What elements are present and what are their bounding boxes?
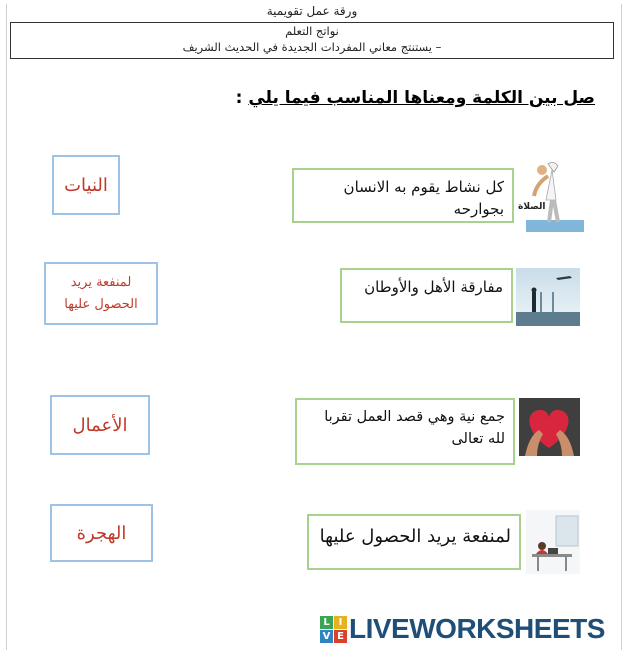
- word-4: الهجرة: [76, 522, 127, 544]
- definition-4: لمنفعة يريد الحصول عليها: [319, 526, 511, 547]
- word-box-3[interactable]: [50, 395, 150, 455]
- word-box-2[interactable]: [44, 262, 158, 325]
- instruction-text: صل بين الكلمة ومعناها المناسب فيما يلي: [248, 88, 595, 108]
- logo-letter-l: L: [320, 616, 333, 629]
- word-box-4[interactable]: [50, 504, 153, 562]
- airport-image: [516, 268, 580, 326]
- logo-mark: [320, 616, 347, 643]
- logo-letter-e: E: [334, 630, 347, 643]
- sheet-title: ورقة عمل تقويمية: [266, 4, 358, 18]
- word-2: لمنفعة يريد الحصول عليها: [64, 274, 138, 312]
- word-box-1[interactable]: [52, 155, 120, 215]
- logo-text: LIVEWORKSHEETS: [349, 613, 605, 644]
- prayer-caption: الصلاة: [518, 202, 546, 212]
- prayer-image: [518, 158, 586, 234]
- definition-box-4[interactable]: [307, 514, 521, 570]
- instruction-colon: :: [235, 88, 249, 108]
- definition-2: مفارقة الأهل والأوطان: [364, 278, 503, 296]
- logo-letter-v: V: [320, 630, 333, 643]
- definition-1: كل نشاط يقوم به الانسان بجوارحه: [343, 178, 504, 218]
- definition-box-1[interactable]: [292, 168, 514, 223]
- definition-box-3[interactable]: [295, 398, 515, 465]
- definition-box-2[interactable]: [340, 268, 513, 323]
- liveworksheets-logo: [320, 612, 605, 646]
- heart-hands-image: [519, 398, 580, 456]
- definition-3: جمع نية وهي قصد العمل تقربا لله تعالى: [324, 409, 505, 447]
- logo-letter-i: I: [334, 616, 347, 629]
- outcome-line: – يستنتج معاني المفردات الجديدة في الحديث الشريف: [182, 40, 442, 54]
- outcomes-label: نواتج التعلم: [285, 24, 339, 38]
- word-1: النيات: [64, 174, 108, 196]
- office-image: [526, 510, 580, 574]
- instruction: [236, 88, 595, 108]
- word-3: الأعمال: [72, 414, 128, 436]
- learning-outcomes-box: [10, 22, 614, 59]
